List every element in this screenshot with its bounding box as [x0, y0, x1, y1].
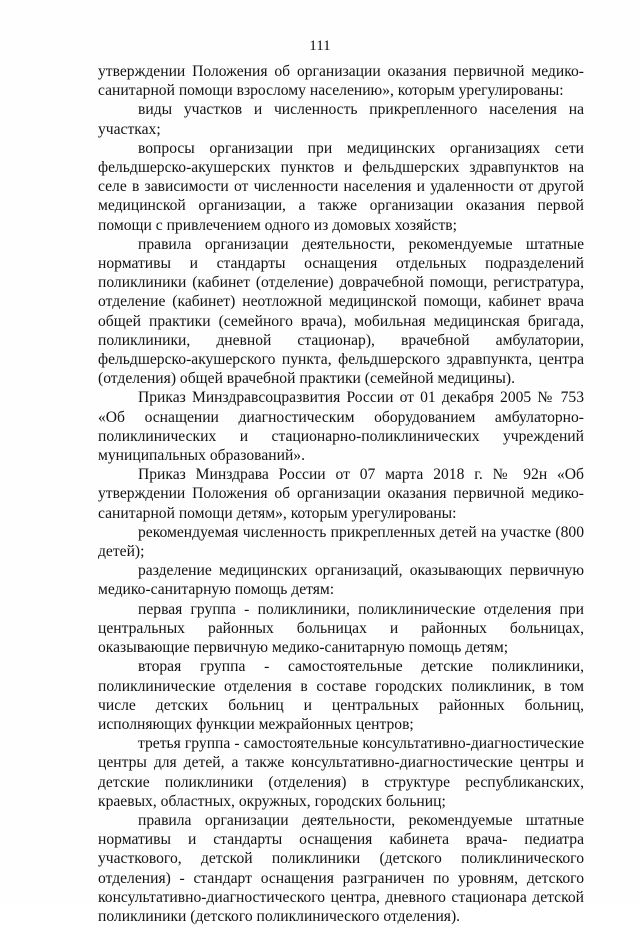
- paragraph: правила организации деятельности, рекомендуемые штатные нормативы и стандарты оснащения отдельных подразделений поликлиники (кабинет (отделение) доврачебной помощи, регистратура, отделение (кабинет) неотложной медицинской помощи, кабинет врача общей практики (семейного врача), мобильная медицинская бригада, поликлиники, дневной стационар), врачебной амбулатории, фельдшерско-акушерского пункта, фельдшерского здравпункта, центра (отделения) общей врачебной практики (семейной медицины).: [98, 235, 584, 388]
- paragraph: Приказ Минздрава России от 07 марта 2018 г. № 92н «Об утверждении Положения об организации оказания первичной медико-санитарной помощи детям», которым урегулированы:: [98, 466, 584, 522]
- paragraph: рекомендуемая численность прикрепленных детей на участке (800 детей);: [98, 523, 584, 561]
- paragraph: Приказ Минздравсоцразвития России от 01 декабря 2005 № 753 «Об оснащении диагностическим оборудованием амбулаторно-поликлинических и стационарно-поликлинических учреждений муниципальных образований».: [98, 389, 584, 465]
- body-text: [98, 62, 584, 926]
- paragraph: разделение медицинских организаций, оказывающих первичную медико-санитарную помощь детям:: [98, 562, 584, 599]
- paragraph: первая группа - поликлиники, поликлинические отделения при центральных районных больницах и районных больницах, оказывающие первичную медико-санитарную помощь детям;: [98, 600, 584, 657]
- paragraph: виды участков и численность прикрепленного населения на участках;: [98, 101, 584, 138]
- paragraph: третья группа - самостоятельные консультативно-диагностические центры для детей, а также консультативно-диагностические центры и детские поликлиники (отделения) в структуре республиканских, краевых, областных, окружных, городских больниц;: [98, 735, 584, 810]
- paragraph: утверждении Положения об организации оказания первичной медико-санитарной помощи взрослому населению», которым урегулированы:: [98, 63, 584, 100]
- paragraph: правила организации деятельности, рекомендуемые штатные нормативы и стандарты оснащения кабинета врача- педиатра участкового, детской поликлиники (детского поликлинического отделения) - стандарт оснащения разграничен по уровням, детского консультативно-диагностического центра, дневного стационара детской поликлиники (детского поликлинического отделения).: [98, 811, 584, 925]
- page-number: 111: [309, 38, 331, 54]
- paragraph: вторая группа - самостоятельные детские поликлиники, поликлинические отделения в составе городских поликлиник, в том числе детских больниц и центральных районных больниц, исполняющих функции межрайонных центров;: [98, 658, 584, 733]
- paragraph: вопросы организации при медицинских организациях сети фельдшерско-акушерских пунктов и фельдшерских здравпунктов на селе в зависимости от численности населения и удаленности от другой медицинской организации, а также организации оказания первой помощи с привлечением одного из домовых хозяйств;: [98, 139, 584, 234]
